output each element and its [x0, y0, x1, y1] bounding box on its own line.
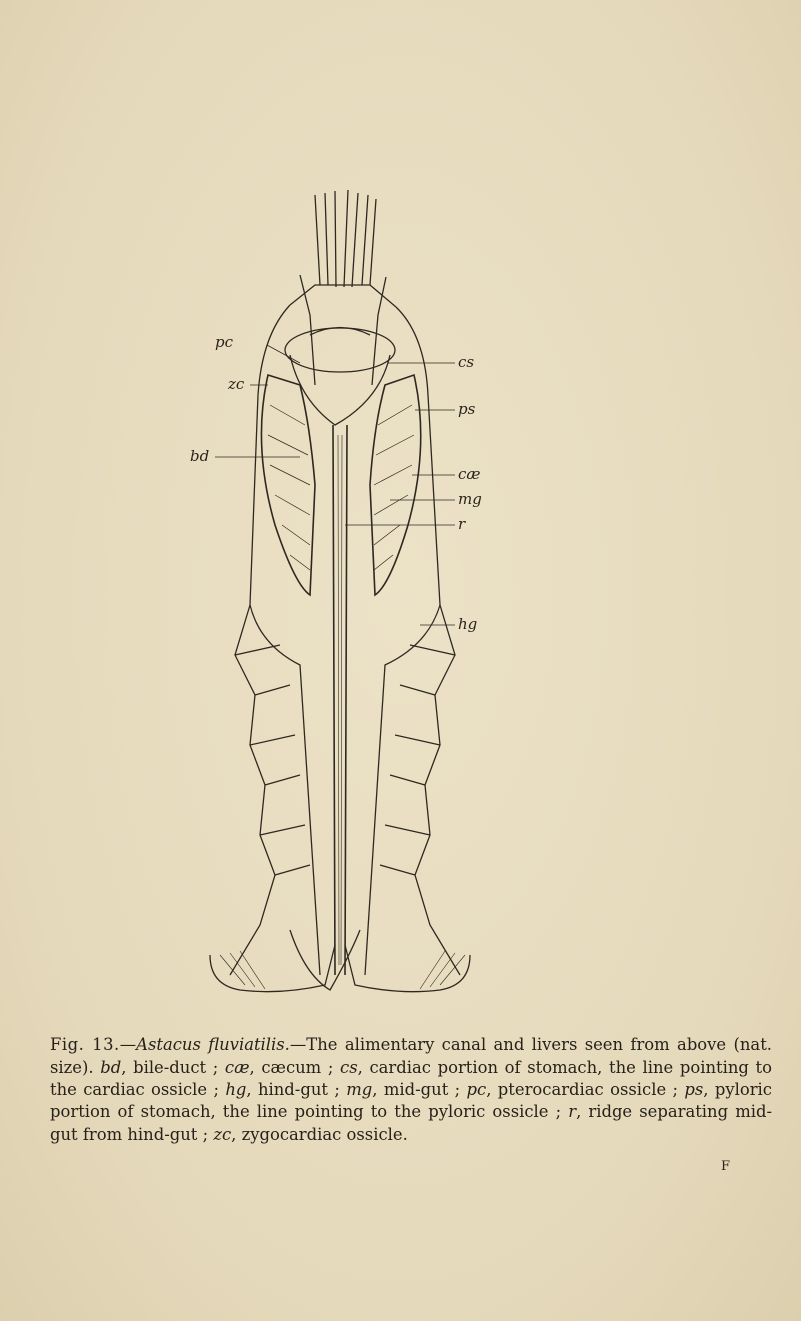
label-zc: zc: [228, 375, 245, 393]
abbr-zc: zc: [213, 1124, 232, 1144]
def-zc: , zygocardiac ossicle.: [231, 1124, 408, 1144]
abbr-cs: cs: [340, 1057, 358, 1077]
label-cs: cs: [458, 353, 475, 371]
def-hg: , hind-gut ;: [246, 1079, 347, 1099]
engraving-svg: [150, 185, 520, 1015]
abbr-pc: pc: [466, 1079, 487, 1099]
signature-mark: F: [721, 1159, 731, 1174]
def-mg: , mid-gut ;: [372, 1079, 467, 1099]
def-cae: , cæcum ;: [249, 1057, 341, 1077]
abbr-r: r: [568, 1102, 577, 1122]
def-bd: , bile-duct ;: [121, 1057, 225, 1077]
abbr-cae: cæ: [224, 1057, 250, 1077]
abbr-bd: bd: [100, 1057, 122, 1077]
label-r: r: [458, 515, 466, 533]
def-ps: , pyloric portion of stomach, the line pointing to the pyloric ossicle ;: [50, 1079, 772, 1122]
caption-lead: —The alimentary canal and livers seen from above (nat. size).: [50, 1035, 772, 1077]
def-r: , ridge separating mid-gut from hind-gut ;: [50, 1102, 773, 1144]
label-cae: cæ: [458, 465, 481, 483]
species-name: Astacus fluviatilis.: [136, 1035, 290, 1055]
abbr-mg: mg: [346, 1079, 373, 1099]
def-pc: , pterocardiac ossicle ;: [486, 1079, 685, 1099]
figure-number: Fig. 13.: [50, 1035, 120, 1055]
label-ps: ps: [458, 400, 476, 418]
label-mg: mg: [458, 490, 482, 508]
caption-dash: —: [119, 1035, 137, 1055]
def-cs: , cardiac portion of stomach, the line pointing to the cardiac ossicle ;: [50, 1057, 772, 1099]
label-hg: hg: [458, 615, 478, 633]
figure-caption: [50, 1034, 772, 1145]
label-pc: pc: [215, 333, 234, 351]
crayfish-alimentary-canal-illustration: [150, 185, 520, 1015]
abbr-hg: hg: [225, 1079, 247, 1099]
abbr-ps: ps: [684, 1079, 704, 1099]
label-bd: bd: [190, 447, 210, 465]
